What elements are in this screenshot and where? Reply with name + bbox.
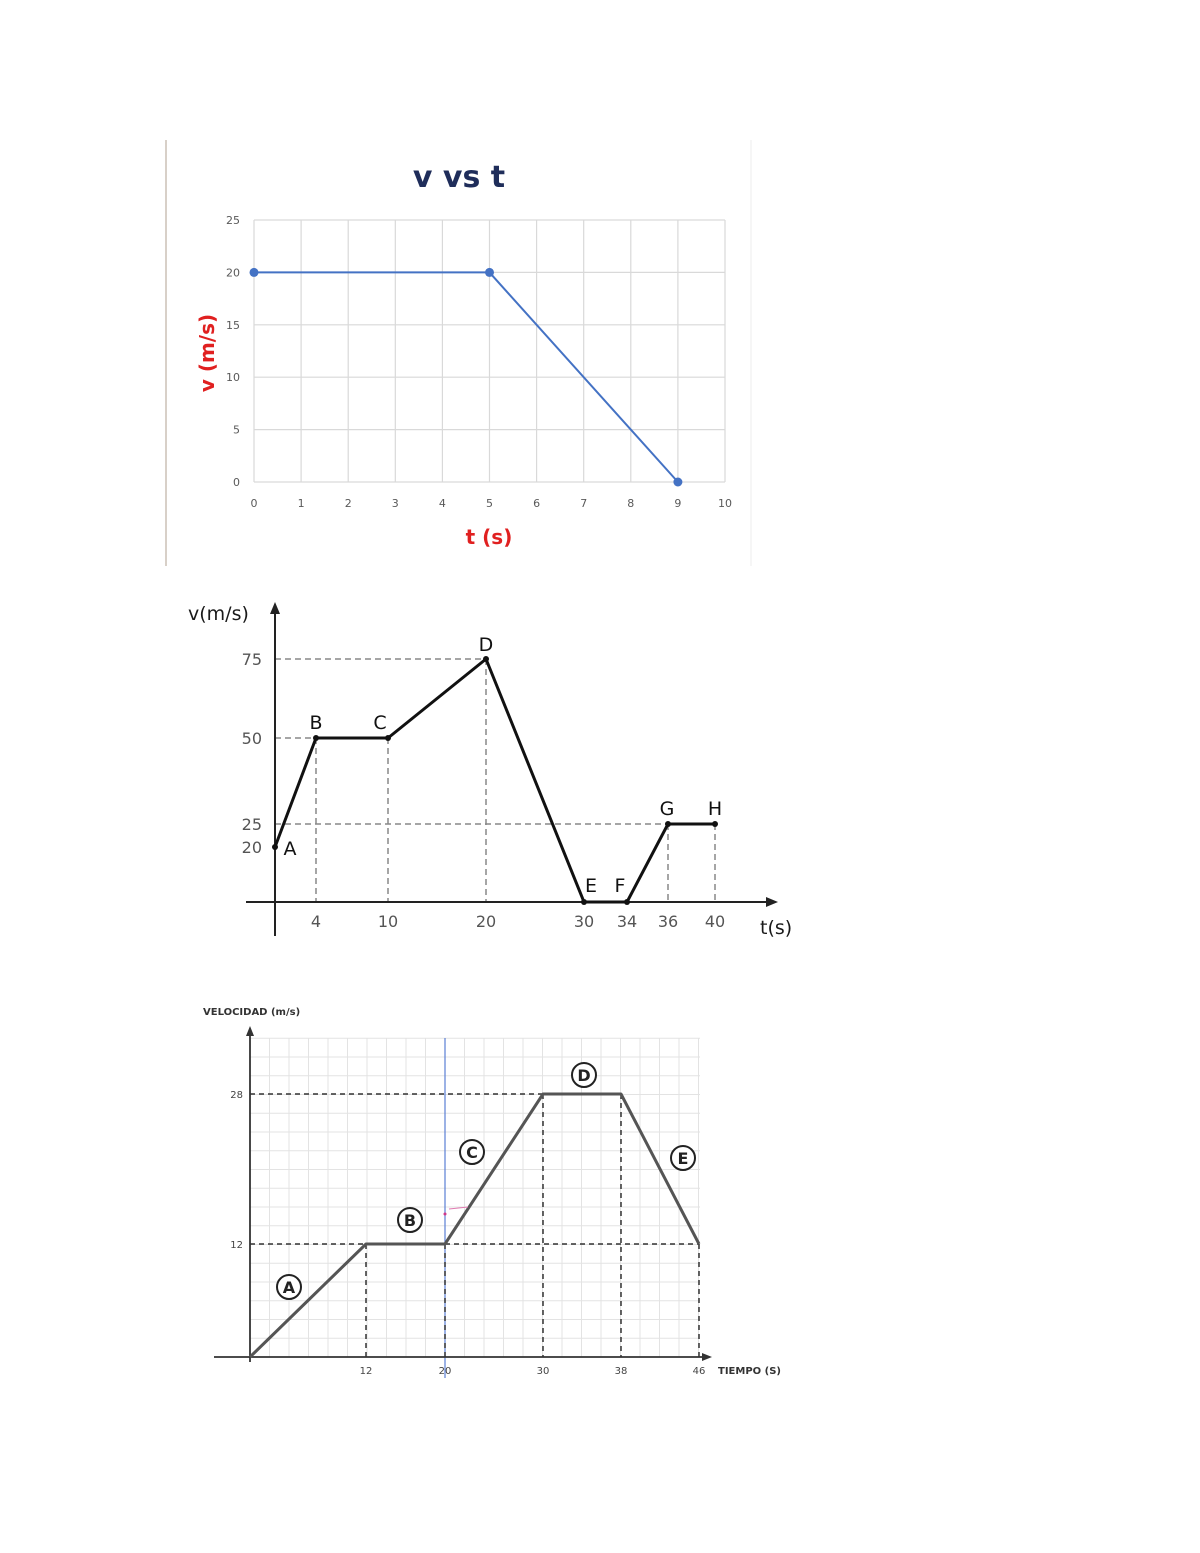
annotation-mark [444,1213,447,1216]
x-tick-label: 30 [573,912,595,931]
data-point [673,478,682,487]
data-point [624,899,630,905]
x-tick-label: 36 [657,912,679,931]
y-axis-arrow-icon [246,1026,254,1036]
data-point [665,821,671,827]
data-point [313,735,319,741]
data-point [712,821,718,827]
chart-title: v vs t [412,160,506,195]
x-tick-label: 3 [391,497,399,510]
x-tick-label: 12 [359,1366,373,1377]
y-tick-labels [226,214,240,489]
y-axis-label: v (m/s) [195,313,219,393]
segment-label: C [466,1143,478,1162]
x-tick-label: 7 [580,497,588,510]
x-tick-label: 0 [250,497,258,510]
data-point [483,656,489,662]
x-tick-label: 4 [310,912,322,931]
x-axis-arrow-icon [766,897,778,907]
x-axis-label: t (s) [465,525,513,549]
x-tick-label: 38 [614,1366,628,1377]
x-tick-label: 46 [692,1366,706,1377]
point-label: F [614,875,626,897]
data-point [385,735,391,741]
segment-label: B [403,1211,417,1230]
point-label: B [309,712,323,734]
series-line [275,659,715,902]
point-label: D [478,634,494,656]
data-point [272,844,278,850]
y-tick-label: 25 [241,815,262,834]
tick-labels [242,650,726,931]
segment-label: A [282,1278,296,1297]
y-tick-label: 25 [226,214,240,227]
x-tick-label: 40 [704,912,726,931]
y-tick-label: 5 [233,423,240,437]
x-tick-label: 4 [438,497,446,510]
y-tick-label: 15 [226,318,240,332]
point-label: A [283,838,297,860]
tick-labels [230,1090,705,1377]
segment-label: D [577,1066,591,1085]
data-point [581,899,587,905]
x-tick-label: 10 [718,497,732,510]
point-label: E [584,875,598,897]
chart-v-vs-t [166,140,751,566]
data-series [272,656,718,905]
y-axis-arrow-icon [270,602,280,614]
x-axis-arrow-icon [702,1353,712,1361]
guide-lines [275,659,715,902]
chart-velocity-labeled-points [188,602,792,939]
y-tick-label: 20 [241,838,262,857]
segment-label: E [677,1149,689,1168]
point-label: G [659,798,675,820]
y-tick-label: 20 [226,266,240,280]
x-tick-label: 6 [533,497,541,510]
point-label: H [707,798,723,820]
point-label: C [373,712,387,734]
data-point [485,268,494,277]
x-axis-label: t(s) [760,917,793,939]
y-tick-label: 0 [233,476,240,489]
x-tick-label: 2 [344,497,352,510]
y-tick-label: 12 [230,1240,243,1251]
y-tick-label: 50 [241,729,262,748]
y-tick-label: 10 [226,371,240,385]
x-tick-label: 30 [536,1366,550,1377]
point-labels [284,634,723,897]
x-tick-label: 34 [616,912,638,931]
x-tick-label: 9 [674,497,682,510]
data-point [250,268,259,277]
x-tick-label: 10 [377,912,399,931]
y-tick-label: 75 [241,650,262,669]
y-axis-label: v(m/s) [188,603,249,625]
chart-velocidad-tiempo [203,1007,781,1378]
x-tick-label: 20 [475,912,497,931]
x-tick-labels [251,497,733,510]
y-tick-label: 28 [230,1090,243,1101]
x-tick-label: 20 [438,1366,452,1377]
x-tick-label: 5 [486,497,493,510]
y-axis-label: VELOCIDAD (m/s) [203,1007,301,1018]
x-tick-label: 1 [297,497,305,510]
chart-grid [254,220,725,482]
x-tick-label: 8 [627,497,635,510]
x-axis-label: TIEMPO (S) [718,1366,781,1377]
